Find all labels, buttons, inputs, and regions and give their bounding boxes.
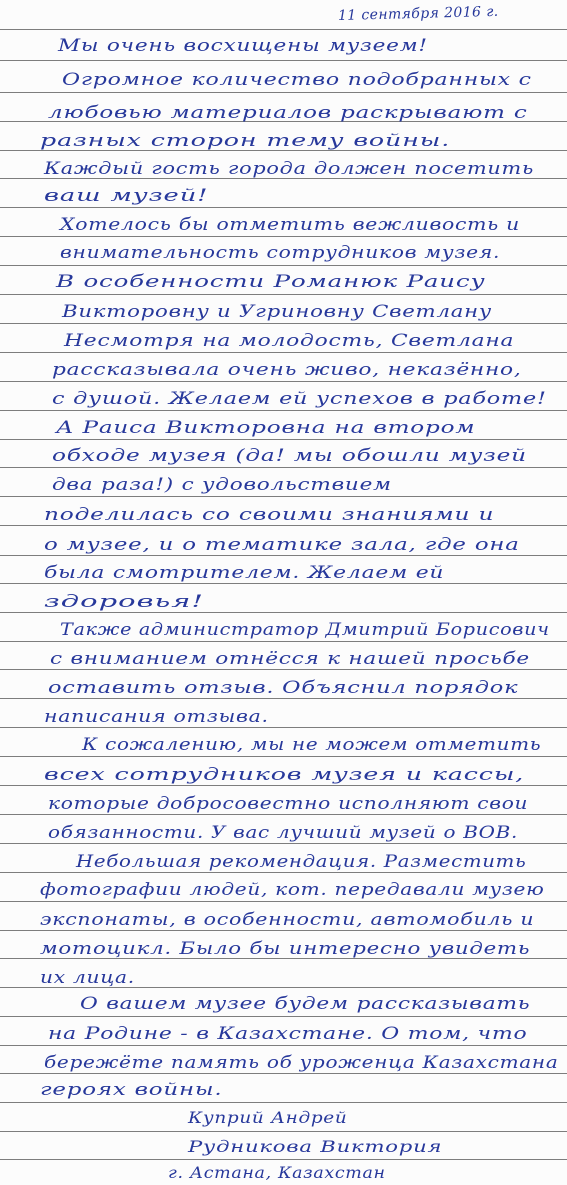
text-line: Каждый гость города должен посетить [44, 159, 535, 179]
ruled-line [0, 1131, 567, 1132]
ruled-line [0, 872, 567, 873]
ruled-line [0, 467, 567, 468]
text-line: Также администратор Дмитрий Борисович [60, 620, 550, 640]
ruled-line [0, 555, 567, 556]
text-line: любовью материалов раскрывают с [48, 103, 528, 123]
text-line: А Раиса Викторовна на втором [56, 418, 476, 438]
ruled-line [0, 785, 567, 786]
ruled-line [0, 1073, 567, 1074]
ruled-line [0, 294, 567, 295]
text-line: фотографии людей, кот. передавали музею [40, 880, 545, 900]
text-line: Несмотря на молодость, Светлана [64, 331, 515, 351]
text-line: которые добросовестно исполняют свои [48, 794, 529, 814]
ruled-line [0, 843, 567, 844]
ruled-line [0, 756, 567, 757]
text-line: их лица. [40, 968, 135, 988]
text-line: рассказывала очень живо, неказённо, [52, 360, 522, 380]
text-line: с душой. Желаем ей успехов в работе! [52, 389, 547, 409]
text-line: мотоцикл. Было бы интересно увидеть [40, 939, 531, 959]
text-line: внимательность сотрудников музея. [60, 243, 501, 263]
text-line: ваш музей! [44, 186, 209, 206]
ruled-line [0, 814, 567, 815]
text-line: Огромное количество подобранных с [62, 70, 532, 90]
ruled-line [0, 1016, 567, 1017]
ruled-line [0, 612, 567, 613]
text-line: два раза!) с удовольствием [52, 475, 392, 495]
text-line: Викторовну и Угриновну Светлану [62, 302, 492, 322]
text-line: на Родине - в Казахстане. О том, что [48, 1024, 528, 1044]
ruled-line [0, 901, 567, 902]
ruled-line [0, 727, 567, 728]
text-line: обязанности. У вас лучший музей о ВОВ. [48, 823, 519, 843]
text-line: героях войны. [40, 1080, 223, 1100]
ruled-line [0, 669, 567, 670]
ruled-line [0, 1159, 567, 1160]
text-line: бережёте память об уроженца Казахстана [44, 1053, 559, 1073]
ruled-line [0, 698, 567, 699]
ruled-line [0, 641, 567, 642]
text-line: Хотелось бы отметить вежливость и [60, 215, 521, 235]
ruled-line [0, 207, 567, 208]
ruled-line [0, 265, 567, 266]
text-line: Небольшая рекомендация. Разместить [76, 852, 527, 872]
text-line: о музее, и о тематике зала, где она [44, 535, 520, 555]
text-line: оставить отзыв. Объяснил порядок [48, 678, 519, 698]
text-line: написания отзыва. [44, 707, 269, 727]
ruled-line [0, 352, 567, 353]
text-line: здоровья! [44, 592, 205, 612]
text-line: В особенности Романюк Раису [56, 272, 486, 292]
entry-date: 11 сентября 2016 г. [337, 3, 499, 24]
ruled-line [0, 525, 567, 526]
signature-location: г. Астана, Казахстан [168, 1163, 386, 1182]
text-line: поделилась со своими знаниями и [44, 505, 495, 525]
ruled-line [0, 92, 567, 93]
ruled-line [0, 60, 567, 61]
ruled-line [0, 930, 567, 931]
ruled-line [0, 583, 567, 584]
ruled-line [0, 439, 567, 440]
text-line: обходе музея (да! мы обошли музей [52, 446, 527, 466]
ruled-line [0, 1102, 567, 1103]
ruled-line [0, 381, 567, 382]
ruled-line [0, 1045, 567, 1046]
ruled-line [0, 496, 567, 497]
text-line: экспонаты, в особенности, автомобиль и [40, 910, 535, 930]
ruled-line [0, 410, 567, 411]
text-line: с вниманием отнёсся к нашей просьбе [50, 649, 530, 669]
signature-name: Рудникова Виктория [188, 1137, 443, 1156]
text-line: О вашем музее будем рассказывать [80, 994, 531, 1014]
text-line: всех сотрудников музея и кассы, [44, 765, 525, 785]
text-line: К сожалению, мы не можем отметить [82, 735, 542, 755]
ruled-line [0, 29, 567, 30]
ruled-line [0, 236, 567, 237]
text-line: Мы очень восхищены музеем! [58, 36, 428, 56]
ruled-line [0, 323, 567, 324]
text-line: разных сторон тему войны. [40, 131, 451, 151]
text-line: была смотрителем. Желаем ей [44, 563, 445, 583]
signature-name: Куприй Андрей [188, 1108, 348, 1127]
